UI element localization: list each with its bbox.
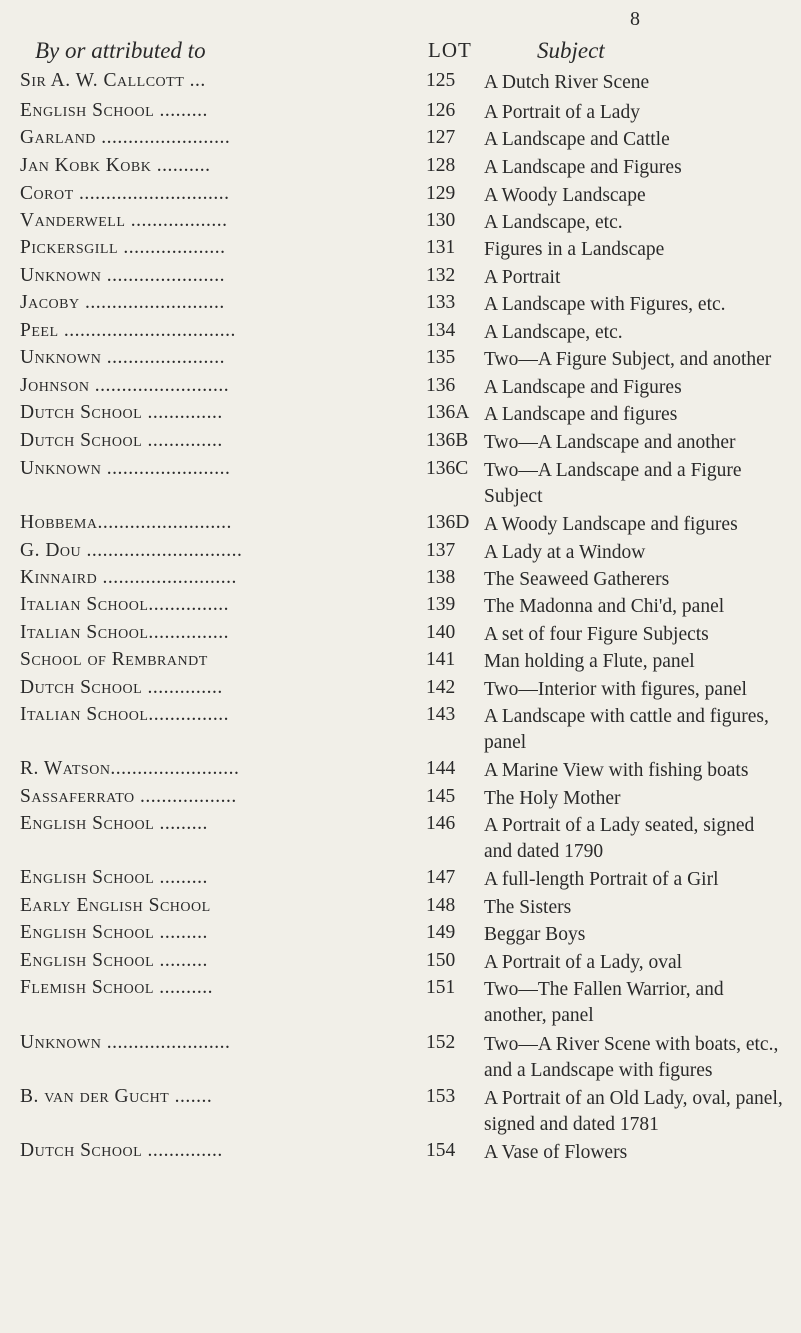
entry-subject: Man holding a Flute, panel <box>484 651 695 672</box>
entry-artist: Flemish School .......... <box>20 977 214 998</box>
entry-lot: 151 <box>426 977 456 998</box>
catalogue-entry <box>0 1032 801 1081</box>
entry-subject: A Landscape and Cattle <box>484 129 670 150</box>
entry-artist: Johnson ......................... <box>20 375 230 396</box>
entry-artist: Vanderwell .................. <box>20 210 228 231</box>
entry-subject: A Landscape, etc. <box>484 212 623 233</box>
entry-lot: 145 <box>426 786 456 807</box>
entry-subject: A Landscape and figures <box>484 404 678 425</box>
entry-subject: A Portrait <box>484 267 561 288</box>
catalogue-entry <box>0 977 801 1026</box>
entry-subject: A Lady at a Window <box>484 542 646 563</box>
entry-lot: 134 <box>426 320 456 341</box>
entry-subject: Two—A River Scene with boats, etc., and a Landscape with figures <box>484 1034 779 1081</box>
entry-artist: English School ......... <box>20 813 208 834</box>
entry-lot: 148 <box>426 895 456 916</box>
entry-artist: Unknown ...................... <box>20 265 225 286</box>
entry-lot: 131 <box>426 237 456 258</box>
entry-lot: 136A <box>426 402 470 423</box>
entry-subject: Two—Interior with figures, panel <box>484 679 747 700</box>
entry-lot: 126 <box>426 100 456 121</box>
entry-artist: Hobbema......................... <box>20 512 232 533</box>
entry-artist: School of Rembrandt <box>20 649 208 670</box>
entry-subject: A Landscape, etc. <box>484 322 623 343</box>
entry-lot: 146 <box>426 813 456 834</box>
catalogue-entry <box>0 1086 801 1135</box>
entry-artist: Peel ................................ <box>20 320 236 341</box>
entry-artist: Unknown ....................... <box>20 458 231 479</box>
entry-lot: 140 <box>426 622 456 643</box>
entry-lot: 154 <box>426 1140 456 1161</box>
entry-subject: A Portrait of a Lady <box>484 102 640 123</box>
header-attributed: By or attributed to <box>35 38 206 63</box>
catalogue-entry <box>0 704 801 753</box>
entry-artist: Early English School <box>20 895 211 916</box>
entry-lot: 147 <box>426 867 456 888</box>
page-number: 8 <box>630 8 640 30</box>
entry-lot: 130 <box>426 210 456 231</box>
entry-subject: A Marine View with fishing boats <box>484 760 749 781</box>
entry-artist: English School ......... <box>20 922 208 943</box>
entry-subject: Two—A Figure Subject, and another <box>484 349 772 370</box>
entry-lot: 125 <box>426 70 456 91</box>
entry-artist: Sir A. W. Callcott ... <box>20 70 206 91</box>
entry-lot: 150 <box>426 950 456 971</box>
entry-artist: Kinnaird ......................... <box>20 567 237 588</box>
entry-lot: 135 <box>426 347 456 368</box>
entry-artist: English School ......... <box>20 100 208 121</box>
entry-subject: Two—A Landscape and another <box>484 432 736 453</box>
entry-lot: 138 <box>426 567 456 588</box>
entry-subject: A Portrait of a Lady, oval <box>484 952 683 973</box>
entry-subject: Two—A Landscape and a Figure Subject <box>484 460 742 507</box>
entry-lot: 141 <box>426 649 456 670</box>
entry-subject: A set of four Figure Subjects <box>484 624 709 645</box>
entry-artist: Unknown ...................... <box>20 347 225 368</box>
entry-subject: A Woody Landscape and figures <box>484 514 738 535</box>
entry-subject: A Landscape and Figures <box>484 377 682 398</box>
entry-artist: Dutch School .............. <box>20 430 223 451</box>
header-subject: Subject <box>537 38 605 63</box>
entry-subject: The Seaweed Gatherers <box>484 569 670 590</box>
entry-artist: English School ......... <box>20 867 208 888</box>
entry-subject: A Dutch River Scene <box>484 72 650 93</box>
entry-artist: R. Watson........................ <box>20 758 240 779</box>
entry-lot: 149 <box>426 922 456 943</box>
entry-subject: A Portrait of an Old Lady, oval, panel, signed and dated 1781 <box>484 1088 783 1135</box>
entry-artist: B. van der Gucht ....... <box>20 1086 213 1107</box>
entry-lot: 136D <box>426 512 470 533</box>
header-lot: LOT <box>428 38 472 62</box>
entry-subject: The Madonna and Chi'd, panel <box>484 596 725 617</box>
entry-artist: Jacoby .......................... <box>20 292 225 313</box>
entry-lot: 136 <box>426 375 456 396</box>
catalogue-entry <box>0 458 801 507</box>
entry-artist: Corot ............................ <box>20 183 230 204</box>
entry-lot: 136B <box>426 430 469 451</box>
entry-artist: Italian School............... <box>20 622 230 643</box>
entry-artist: Garland ........................ <box>20 127 231 148</box>
entry-subject: A full-length Portrait of a Girl <box>484 869 719 890</box>
entry-artist: Dutch School .............. <box>20 1140 223 1161</box>
entry-artist: Pickersgill ................... <box>20 237 226 258</box>
entry-subject: A Landscape and Figures <box>484 157 682 178</box>
entry-subject: Two—The Fallen Warrior, and another, panel <box>484 979 724 1026</box>
entry-artist: Jan Kobk Kobk .......... <box>20 155 211 176</box>
entry-lot: 127 <box>426 127 456 148</box>
entry-lot: 144 <box>426 758 456 779</box>
entry-artist: Unknown ....................... <box>20 1032 231 1053</box>
entry-subject: A Landscape with Figures, etc. <box>484 294 726 315</box>
entry-lot: 136C <box>426 458 469 479</box>
entry-lot: 133 <box>426 292 456 313</box>
catalogue-entry <box>0 813 801 862</box>
entry-artist: Italian School............... <box>20 594 230 615</box>
entry-artist: Sassaferrato .................. <box>20 786 237 807</box>
entry-subject: A Portrait of a Lady seated, signed and dated 1790 <box>484 815 755 862</box>
entry-artist: Italian School............... <box>20 704 230 725</box>
entry-lot: 153 <box>426 1086 456 1107</box>
catalogue-entry <box>0 70 801 104</box>
entry-artist: English School ......... <box>20 950 208 971</box>
entry-lot: 129 <box>426 183 456 204</box>
entry-lot: 139 <box>426 594 456 615</box>
entry-subject: A Vase of Flowers <box>484 1142 628 1163</box>
entry-subject: Figures in a Landscape <box>484 239 665 260</box>
entry-lot: 137 <box>426 540 456 561</box>
entry-subject: A Landscape with cattle and figures, panel <box>484 706 769 753</box>
entry-artist: G. Dou ............................. <box>20 540 243 561</box>
entry-subject: A Woody Landscape <box>484 185 646 206</box>
entry-lot: 142 <box>426 677 456 698</box>
entry-artist: Dutch School .............. <box>20 677 223 698</box>
entry-lot: 152 <box>426 1032 456 1053</box>
entry-lot: 128 <box>426 155 456 176</box>
entry-artist: Dutch School .............. <box>20 402 223 423</box>
entry-subject: Beggar Boys <box>484 924 586 945</box>
entry-subject: The Holy Mother <box>484 788 621 809</box>
entry-lot: 143 <box>426 704 456 725</box>
entry-lot: 132 <box>426 265 456 286</box>
catalogue-entry <box>0 1140 801 1174</box>
entry-subject: The Sisters <box>484 897 572 918</box>
